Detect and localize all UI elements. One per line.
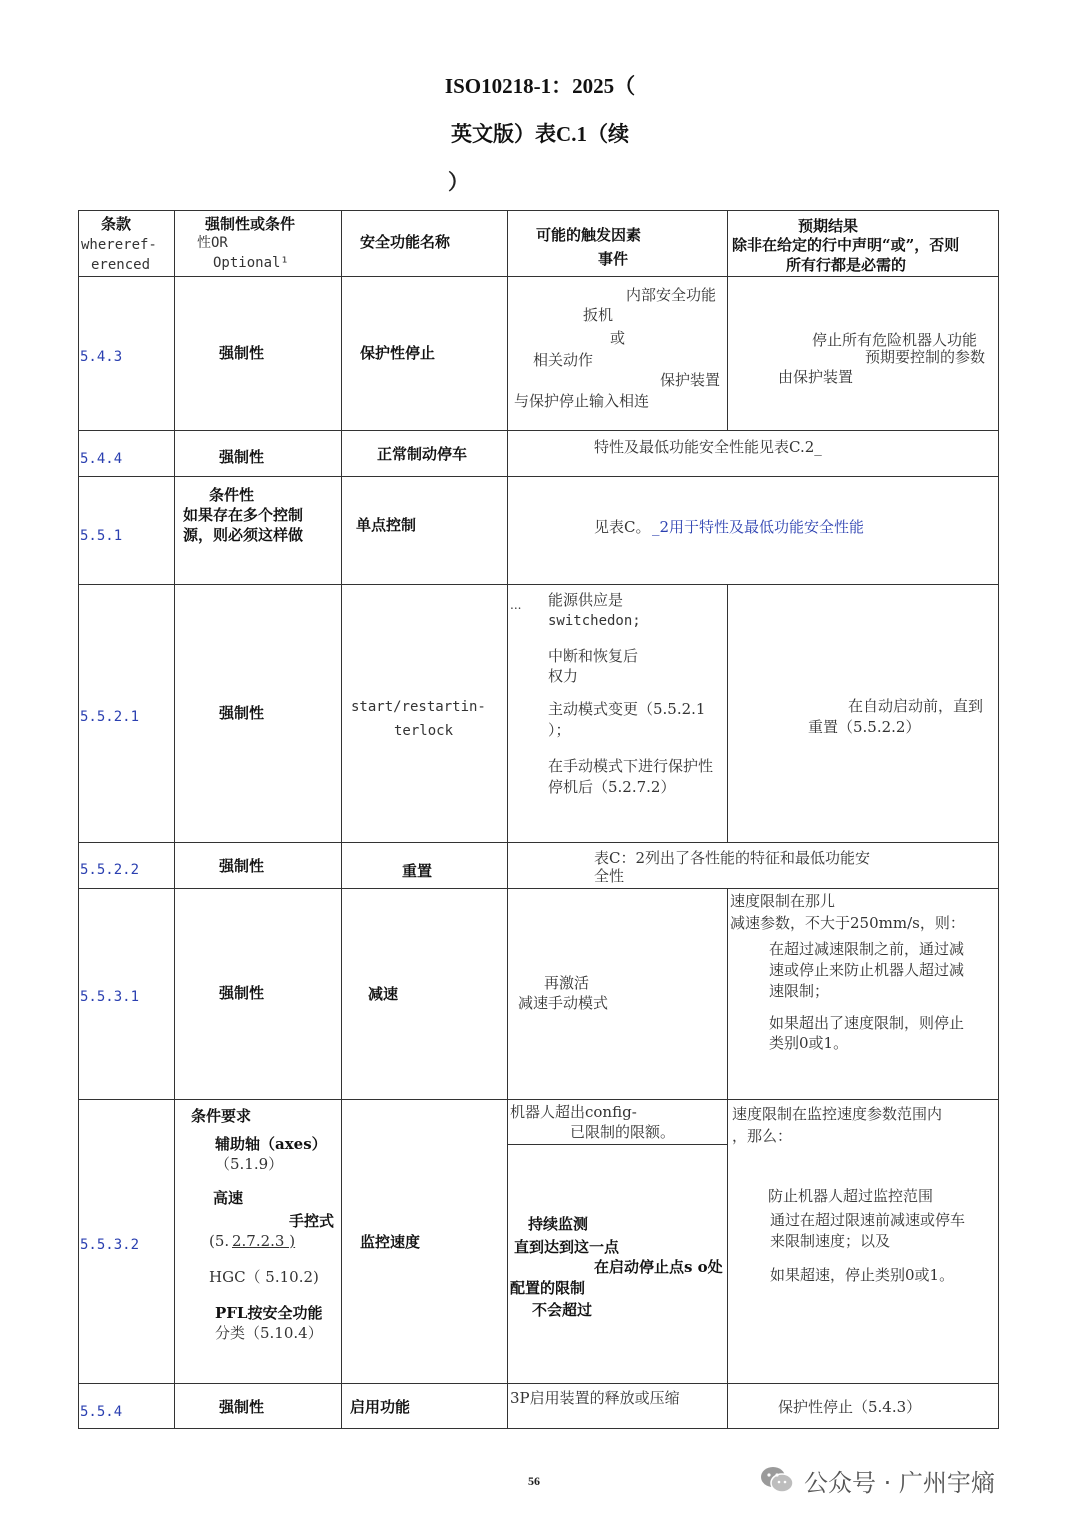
header-trigger-line1: 可能的触发因素 [536, 226, 642, 244]
name-5-5-1: 单点控制 [356, 516, 417, 534]
row-5-4-3-req [175, 277, 342, 431]
req-5-5-3-2-line7: HGC（ 5.10.2) [209, 1268, 319, 1286]
result-5-5-3-2-line4: 通过在超过限速前减速或停车 [770, 1211, 966, 1229]
result-5-5-3-1-line2: 减速参数，不大于250mm/s，则： [730, 914, 965, 932]
result-5-5-2-1-line1: 在自动启动前，直到 [848, 697, 984, 715]
header-cell-function [342, 211, 508, 277]
row-5-4-4-clause [79, 431, 175, 477]
trigger-5-4-3-line5: 保护装置 [660, 371, 721, 389]
row-5-4-4-merged [508, 431, 999, 477]
result-5-4-3-line1: 停止所有危险机器人功能 [812, 331, 978, 349]
req-5-4-3: 强制性 [219, 344, 265, 362]
row-5-5-4-trigger [508, 1384, 728, 1429]
trigger-5-4-3-line2: 扳机 [583, 306, 614, 324]
row-5-5-3-1-req [175, 889, 342, 1100]
merged-5-5-2-2-line1: 表C：2列出了各性能的特征和最低功能安 [594, 849, 871, 867]
merged-5-4-4: 特性及最低功能安全性能见表C.2_ [594, 438, 822, 456]
header-clause-line3: erenced [91, 257, 151, 273]
result-5-5-3-1-line7: 类别0或1。 [769, 1034, 849, 1052]
result-5-5-3-2-line5: 来限制速度；以及 [770, 1232, 891, 1250]
result-5-5-3-1-line1: 速度限制在那儿 [730, 892, 836, 910]
row-5-5-2-1-trigger [508, 585, 728, 843]
row-5-5-3-1-trigger [508, 889, 728, 1100]
doc-title-line1: ISO10218-1：2025（ [444, 74, 636, 98]
header-function: 安全功能名称 [360, 233, 451, 251]
header-result-line1: 预期结果 [798, 217, 859, 235]
header-mandatory-line1: 强制性或条件 [205, 215, 296, 233]
row-5-5-2-2-merged [508, 843, 999, 889]
req-5-5-2-1: 强制性 [219, 704, 265, 722]
clause-link-5-5-1[interactable]: 5.5.1 [80, 528, 123, 544]
header-clause-line2: whereref- [81, 237, 157, 253]
name-5-5-2-1-line1: start/restartin- [351, 699, 486, 715]
clause-link-5-4-4[interactable]: 5.4.4 [80, 451, 123, 467]
merged-5-5-1-a: 见表C。 [594, 518, 651, 536]
row-5-5-3-2-name [342, 1100, 508, 1384]
result-5-5-3-1-line5: 速限制； [769, 982, 830, 1000]
table-c1 [78, 210, 999, 1429]
row-5-4-4-req [175, 431, 342, 477]
clause-link-5-5-3-1[interactable]: 5.5.3.1 [80, 989, 140, 1005]
trigger-5-5-2-1-ellipsis: ... [510, 598, 522, 612]
header-cell-mandatory [175, 211, 342, 277]
req-5-4-4: 强制性 [219, 448, 265, 466]
trigger-5-5-3-2-line4: 配置的限制 [510, 1279, 586, 1297]
trigger-5-5-2-1-line6: ）； [548, 721, 571, 739]
result-5-5-3-2-line2: ，那么： [732, 1127, 793, 1145]
req-5-5-3-2-line6b: 2.7.2.3 ) [232, 1232, 296, 1250]
req-5-5-3-2-line6a: (5. [209, 1232, 230, 1250]
row-5-5-3-2-trigger [508, 1100, 728, 1384]
row-5-5-4-name [342, 1384, 508, 1429]
trigger-5-4-3-line4: 相关动作 [533, 351, 594, 369]
trigger-5-5-3-2-line5: 不会超过 [532, 1301, 593, 1319]
header-cell-result [728, 211, 999, 277]
result-5-5-3-2-line3: 防止机器人超过监控范围 [768, 1187, 934, 1205]
row-5-4-3-result [728, 277, 999, 431]
req-5-5-1-line3: 源，则必须这样做 [183, 526, 304, 544]
row-5-5-1-name [342, 477, 508, 585]
trigger-5-5-2-1-line5: 主动模式变更（5.5.2.1 [548, 700, 706, 718]
req-5-5-3-2-line2: 辅助轴（axes） [215, 1135, 327, 1153]
name-5-5-4: 启用功能 [350, 1398, 411, 1416]
trigger-5-5-2-1-line8: 停机后（5.2.7.2） [548, 778, 676, 796]
req-5-5-3-2-line5: 手控式 [289, 1212, 335, 1230]
header-cell-clause [79, 211, 175, 277]
page-number: 56 [528, 1474, 540, 1488]
clause-link-5-4-3[interactable]: 5.4.3 [80, 349, 123, 365]
clause-link-5-5-4[interactable]: 5.5.4 [80, 1404, 123, 1420]
header-trigger-line2: 事件 [598, 250, 629, 268]
row-5-5-2-2-name [342, 843, 508, 889]
doc-title-line3: ） [448, 170, 469, 194]
watermark-text: 公众号 · 广州宇熵 [804, 1468, 995, 1497]
row-5-5-3-1-clause [79, 889, 175, 1100]
trigger-5-4-3-line1: 内部安全功能 [626, 286, 717, 304]
clause-link-5-5-2-1[interactable]: 5.5.2.1 [80, 709, 140, 725]
row-5-4-3-clause [79, 277, 175, 431]
merged-5-5-1-link[interactable]: _2用于特性及最低功能安全性能 [652, 518, 865, 536]
wechat-icon [760, 1465, 794, 1495]
doc-title-line2: 英文版）表C.1（续 [451, 122, 629, 146]
row-5-5-1-req [175, 477, 342, 585]
row-5-5-2-1-name [342, 585, 508, 843]
result-5-5-3-1-line6: 如果超出了速度限制，则停止 [769, 1014, 965, 1032]
name-5-5-3-2: 监控速度 [360, 1233, 421, 1251]
result-5-4-3-line2: 预期要控制的参数 [865, 348, 986, 366]
row-5-5-2-2-clause [79, 843, 175, 889]
req-5-5-2-2: 强制性 [219, 857, 265, 875]
header-mandatory-line3: Optional¹ [213, 255, 289, 271]
row-5-5-2-1-result [728, 585, 999, 843]
req-5-5-1-line2: 如果存在多个控制 [183, 506, 304, 524]
header-result-line3: 所有行都是必需的 [786, 256, 907, 274]
clause-link-5-5-2-2[interactable]: 5.5.2.2 [80, 862, 140, 878]
row-5-5-4-req [175, 1384, 342, 1429]
row-5-5-3-1-result [728, 889, 999, 1100]
row-5-4-3-name [342, 277, 508, 431]
header-result-line2: 除非在给定的行中声明“或”，否则 [732, 236, 960, 254]
trigger-5-5-3-2-top-line1: 机器人超出config- [510, 1103, 637, 1121]
result-5-4-3-line3: 由保护装置 [778, 368, 854, 386]
trigger-5-4-3-line3: 或 [610, 329, 626, 347]
result-5-5-3-2-line6: 如果超速，停止类别0或1。 [770, 1266, 955, 1284]
row-5-5-3-1-name [342, 889, 508, 1100]
trigger-5-5-3-1-line1: 再激活 [544, 974, 590, 992]
result-5-5-2-1-line2: 重置（5.5.2.2） [808, 718, 921, 736]
req-5-5-1-line1: 条件性 [209, 486, 255, 504]
trigger-5-5-3-2-line1: 持续监测 [528, 1215, 589, 1233]
header-clause-line1: 条款 [101, 215, 132, 233]
name-5-5-2-2: 重置 [402, 862, 433, 880]
name-5-5-3-1: 减速 [368, 985, 399, 1003]
name-5-4-3: 保护性停止 [360, 344, 436, 362]
name-5-5-2-1-line2: terlock [394, 723, 454, 739]
row-5-5-4-clause [79, 1384, 175, 1429]
trigger-5-5-2-1-line2: switchedon; [548, 613, 641, 629]
trigger-5-5-2-1-line3: 中断和恢复后 [548, 647, 639, 665]
req-5-5-3-2-line4: 高速 [213, 1189, 244, 1207]
trigger-5-5-2-1-line4: 权力 [548, 667, 579, 685]
req-5-5-4: 强制性 [219, 1398, 265, 1416]
trigger-5-5-3-2-line2: 直到达到这一点 [514, 1238, 620, 1256]
row-5-4-4-name [342, 431, 508, 477]
row-5-5-1-merged [508, 477, 999, 585]
header-cell-trigger [508, 211, 728, 277]
req-5-5-3-2-line3: （5.1.9） [215, 1155, 284, 1173]
row-5-5-1-clause [79, 477, 175, 585]
req-5-5-3-1: 强制性 [219, 984, 265, 1002]
name-5-4-4: 正常制动停车 [377, 445, 468, 463]
result-5-5-3-2-line1: 速度限制在监控速度参数范围内 [732, 1105, 943, 1123]
trigger-5-5-3-2-line3: 在启动停止点s o处 [594, 1258, 723, 1276]
merged-5-5-2-2-line2: 全性 [594, 867, 625, 885]
row-5-5-2-1-clause [79, 585, 175, 843]
trigger-5-4-3-line6: 与保护停止输入相连 [514, 392, 650, 410]
row-5-4-3-trigger [508, 277, 728, 431]
row-5-5-2-1-req [175, 585, 342, 843]
result-5-5-3-1-line3: 在超过减速限制之前，通过减 [769, 940, 965, 958]
req-5-5-3-2-line9: 分类（5.10.4） [215, 1324, 323, 1342]
trigger-5-5-4: 3P启用装置的释放或压缩 [510, 1389, 680, 1407]
header-mandatory-line2: 性OR [197, 235, 228, 251]
row-5-5-3-2-result [728, 1100, 999, 1384]
row-5-5-3-2-req [175, 1100, 342, 1384]
watermark [760, 1460, 995, 1500]
result-5-5-3-1-line4: 速或停止来防止机器人超过减 [769, 961, 965, 979]
result-5-5-4: 保护性停止（5.4.3） [778, 1398, 922, 1416]
row-5-5-4-result [728, 1384, 999, 1429]
row-5-5-3-2-clause [79, 1100, 175, 1384]
row-5-5-2-2-req [175, 843, 342, 889]
req-5-5-3-2-line1: 条件要求 [191, 1107, 252, 1125]
trigger-5-5-2-1-line1: 能源供应是 [548, 591, 624, 609]
req-5-5-3-2-line8: PFL按安全功能 [215, 1304, 323, 1322]
trigger-5-5-3-2-top-line2: 已限制的限额。 [570, 1123, 676, 1141]
clause-link-5-5-3-2[interactable]: 5.5.3.2 [80, 1237, 140, 1253]
trigger-5-5-2-1-line7: 在手动模式下进行保护性 [548, 757, 714, 775]
trigger-5-5-3-1-line2: 减速手动模式 [518, 994, 609, 1012]
